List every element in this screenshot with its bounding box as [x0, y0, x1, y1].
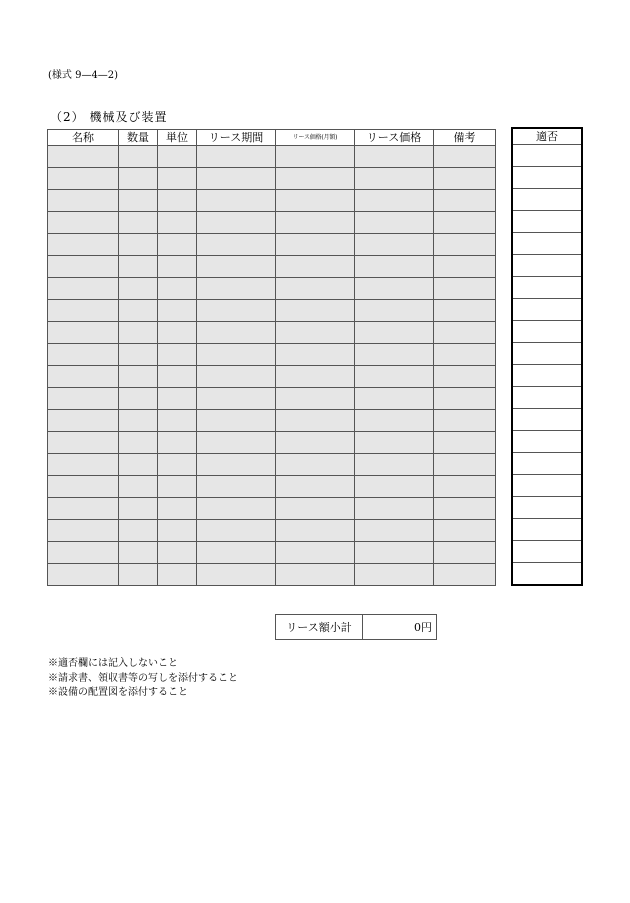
cell-quantity[interactable] — [119, 454, 158, 476]
cell-lease-price[interactable] — [355, 454, 434, 476]
cell-lease-price-monthly[interactable] — [276, 212, 355, 234]
cell-lease-price[interactable] — [355, 168, 434, 190]
note-item: ※請求書、領収書等の写しを添付すること — [48, 672, 238, 684]
cell-lease-price[interactable] — [355, 542, 434, 564]
cell-remarks[interactable] — [434, 190, 496, 212]
cell-lease-price[interactable] — [355, 234, 434, 256]
cell-quantity[interactable] — [119, 432, 158, 454]
cell-name[interactable] — [48, 234, 119, 256]
cell-lease-price[interactable] — [355, 564, 434, 586]
approval-row — [512, 453, 582, 475]
table-header-row — [48, 130, 496, 146]
cell-lease-price[interactable] — [355, 432, 434, 454]
cell-lease-period[interactable] — [197, 300, 276, 322]
cell-lease-price-monthly[interactable] — [276, 168, 355, 190]
header-lease-price: リース価格 — [355, 130, 434, 146]
note-item: ※設備の配置図を添付すること — [48, 687, 188, 698]
cell-approval[interactable] — [512, 365, 582, 387]
cell-lease-price-monthly[interactable] — [276, 344, 355, 366]
approval-row — [512, 541, 582, 563]
cell-lease-period[interactable] — [197, 454, 276, 476]
cell-remarks[interactable] — [434, 366, 496, 388]
cell-lease-period[interactable] — [197, 410, 276, 432]
cell-unit[interactable] — [158, 190, 197, 212]
cell-lease-price[interactable] — [355, 498, 434, 520]
approval-row — [512, 431, 582, 453]
cell-lease-price-monthly[interactable] — [276, 190, 355, 212]
cell-approval[interactable] — [512, 277, 582, 299]
cell-lease-price-monthly[interactable] — [276, 234, 355, 256]
approval-row — [512, 563, 582, 586]
cell-lease-period[interactable] — [197, 168, 276, 190]
cell-approval[interactable] — [512, 211, 582, 233]
cell-remarks[interactable] — [434, 476, 496, 498]
cell-lease-price[interactable] — [355, 212, 434, 234]
cell-quantity[interactable] — [119, 498, 158, 520]
table-row — [48, 322, 496, 344]
section-title: （2） 機械及び装置 — [50, 110, 168, 124]
cell-name[interactable] — [48, 542, 119, 564]
cell-unit[interactable] — [158, 278, 197, 300]
cell-unit[interactable] — [158, 476, 197, 498]
cell-remarks[interactable] — [434, 300, 496, 322]
table-row — [48, 212, 496, 234]
approval-row — [512, 519, 582, 541]
cell-remarks[interactable] — [434, 410, 496, 432]
header-remarks: 備考 — [434, 130, 496, 146]
approval-row — [512, 255, 582, 277]
cell-quantity[interactable] — [119, 168, 158, 190]
cell-quantity[interactable] — [119, 322, 158, 344]
cell-lease-period[interactable] — [197, 212, 276, 234]
cell-lease-price-monthly[interactable] — [276, 410, 355, 432]
cell-quantity[interactable] — [119, 234, 158, 256]
cell-lease-price[interactable] — [355, 278, 434, 300]
cell-unit[interactable] — [158, 168, 197, 190]
cell-lease-period[interactable] — [197, 146, 276, 168]
cell-quantity[interactable] — [119, 190, 158, 212]
cell-unit[interactable] — [158, 256, 197, 278]
cell-lease-price[interactable] — [355, 476, 434, 498]
cell-quantity[interactable] — [119, 256, 158, 278]
approval-row — [512, 387, 582, 409]
header-approval: 適否 — [512, 128, 582, 145]
cell-lease-period[interactable] — [197, 322, 276, 344]
cell-lease-price[interactable] — [355, 344, 434, 366]
cell-remarks[interactable] — [434, 344, 496, 366]
cell-lease-period[interactable] — [197, 344, 276, 366]
cell-name[interactable] — [48, 168, 119, 190]
table-row — [48, 476, 496, 498]
table-row — [48, 542, 496, 564]
cell-name[interactable] — [48, 344, 119, 366]
cell-quantity[interactable] — [119, 278, 158, 300]
cell-approval[interactable] — [512, 453, 582, 475]
cell-unit[interactable] — [158, 212, 197, 234]
cell-name[interactable] — [48, 476, 119, 498]
cell-name[interactable] — [48, 256, 119, 278]
approval-row — [512, 497, 582, 519]
cell-approval[interactable] — [512, 343, 582, 365]
notes — [48, 657, 238, 701]
cell-quantity[interactable] — [119, 520, 158, 542]
cell-remarks[interactable] — [434, 498, 496, 520]
cell-remarks[interactable] — [434, 256, 496, 278]
cell-remarks[interactable] — [434, 564, 496, 586]
cell-unit[interactable] — [158, 542, 197, 564]
cell-approval[interactable] — [512, 233, 582, 255]
cell-remarks[interactable] — [434, 542, 496, 564]
equipment-table — [47, 129, 496, 586]
cell-lease-price[interactable] — [355, 322, 434, 344]
cell-name[interactable] — [48, 212, 119, 234]
cell-lease-price-monthly[interactable] — [276, 454, 355, 476]
subtotal-label: リース額小計 — [276, 615, 363, 640]
table-row — [48, 410, 496, 432]
cell-quantity[interactable] — [119, 542, 158, 564]
approval-row — [512, 299, 582, 321]
cell-name[interactable] — [48, 300, 119, 322]
cell-name[interactable] — [48, 432, 119, 454]
cell-lease-price-monthly[interactable] — [276, 278, 355, 300]
approval-row — [512, 409, 582, 431]
approval-row — [512, 277, 582, 299]
cell-unit[interactable] — [158, 410, 197, 432]
cell-unit[interactable] — [158, 454, 197, 476]
cell-lease-period[interactable] — [197, 476, 276, 498]
table-row — [48, 520, 496, 542]
cell-lease-price[interactable] — [355, 520, 434, 542]
approval-table — [511, 127, 583, 586]
cell-lease-period[interactable] — [197, 256, 276, 278]
cell-lease-price-monthly[interactable] — [276, 542, 355, 564]
cell-remarks[interactable] — [434, 234, 496, 256]
table-row — [48, 388, 496, 410]
table-row — [48, 256, 496, 278]
cell-approval[interactable] — [512, 255, 582, 277]
cell-approval[interactable] — [512, 299, 582, 321]
cell-quantity[interactable] — [119, 388, 158, 410]
cell-lease-price-monthly[interactable] — [276, 256, 355, 278]
cell-lease-price[interactable] — [355, 256, 434, 278]
cell-lease-price[interactable] — [355, 410, 434, 432]
cell-lease-price[interactable] — [355, 146, 434, 168]
cell-lease-price-monthly[interactable] — [276, 366, 355, 388]
cell-lease-price-monthly[interactable] — [276, 300, 355, 322]
cell-name[interactable] — [48, 498, 119, 520]
cell-quantity[interactable] — [119, 366, 158, 388]
header-lease-period: リース期間 — [197, 130, 276, 146]
cell-approval[interactable] — [512, 145, 582, 167]
cell-approval[interactable] — [512, 189, 582, 211]
cell-remarks[interactable] — [434, 388, 496, 410]
table-row — [48, 564, 496, 586]
cell-unit[interactable] — [158, 498, 197, 520]
table-row — [48, 498, 496, 520]
cell-remarks[interactable] — [434, 278, 496, 300]
approval-row — [512, 189, 582, 211]
cell-approval[interactable] — [512, 563, 582, 586]
header-quantity: 数量 — [119, 130, 158, 146]
cell-approval[interactable] — [512, 541, 582, 563]
cell-name[interactable] — [48, 146, 119, 168]
cell-unit[interactable] — [158, 432, 197, 454]
approval-row — [512, 475, 582, 497]
cell-unit[interactable] — [158, 388, 197, 410]
cell-lease-price-monthly[interactable] — [276, 476, 355, 498]
note-item: ※適否欄には記入しないこと — [48, 658, 178, 669]
cell-name[interactable] — [48, 564, 119, 586]
cell-lease-period[interactable] — [197, 498, 276, 520]
cell-name[interactable] — [48, 520, 119, 542]
cell-unit[interactable] — [158, 146, 197, 168]
cell-remarks[interactable] — [434, 168, 496, 190]
cell-unit[interactable] — [158, 322, 197, 344]
table-row — [48, 344, 496, 366]
approval-row — [512, 145, 582, 167]
table-row — [48, 168, 496, 190]
cell-quantity[interactable] — [119, 564, 158, 586]
header-unit: 単位 — [158, 130, 197, 146]
cell-unit[interactable] — [158, 344, 197, 366]
cell-approval[interactable] — [512, 321, 582, 343]
cell-quantity[interactable] — [119, 344, 158, 366]
cell-remarks[interactable] — [434, 520, 496, 542]
cell-lease-price-monthly[interactable] — [276, 520, 355, 542]
header-name: 名称 — [48, 130, 119, 146]
cell-lease-price-monthly[interactable] — [276, 146, 355, 168]
cell-approval[interactable] — [512, 431, 582, 453]
subtotal-value: 0円 — [363, 615, 437, 640]
approval-row — [512, 343, 582, 365]
cell-lease-price-monthly[interactable] — [276, 388, 355, 410]
cell-lease-period[interactable] — [197, 542, 276, 564]
cell-lease-period[interactable] — [197, 388, 276, 410]
cell-remarks[interactable] — [434, 432, 496, 454]
table-row — [48, 234, 496, 256]
cell-remarks[interactable] — [434, 322, 496, 344]
cell-name[interactable] — [48, 454, 119, 476]
approval-row — [512, 167, 582, 189]
cell-unit[interactable] — [158, 520, 197, 542]
cell-quantity[interactable] — [119, 300, 158, 322]
cell-quantity[interactable] — [119, 212, 158, 234]
lease-subtotal — [275, 614, 437, 640]
cell-unit[interactable] — [158, 300, 197, 322]
cell-lease-price[interactable] — [355, 190, 434, 212]
cell-lease-period[interactable] — [197, 190, 276, 212]
cell-name[interactable] — [48, 322, 119, 344]
cell-unit[interactable] — [158, 234, 197, 256]
approval-row — [512, 211, 582, 233]
cell-remarks[interactable] — [434, 212, 496, 234]
table-row — [48, 432, 496, 454]
cell-lease-period[interactable] — [197, 278, 276, 300]
approval-row — [512, 365, 582, 387]
cell-lease-price-monthly[interactable] — [276, 432, 355, 454]
cell-approval[interactable] — [512, 497, 582, 519]
approval-row — [512, 321, 582, 343]
cell-quantity[interactable] — [119, 410, 158, 432]
cell-approval[interactable] — [512, 519, 582, 541]
cell-lease-price-monthly[interactable] — [276, 564, 355, 586]
cell-lease-price[interactable] — [355, 366, 434, 388]
table-row — [48, 278, 496, 300]
cell-name[interactable] — [48, 410, 119, 432]
table-row — [48, 300, 496, 322]
form-code: (様式 9—4—2) — [48, 70, 119, 81]
cell-lease-price-monthly[interactable] — [276, 498, 355, 520]
cell-name[interactable] — [48, 388, 119, 410]
cell-lease-period[interactable] — [197, 234, 276, 256]
table-row — [48, 190, 496, 212]
cell-lease-price-monthly[interactable] — [276, 322, 355, 344]
cell-lease-period[interactable] — [197, 366, 276, 388]
table-row — [48, 366, 496, 388]
header-lease-price-monthly: リース価格(月額) — [276, 130, 355, 146]
cell-lease-period[interactable] — [197, 520, 276, 542]
cell-approval[interactable] — [512, 387, 582, 409]
cell-lease-price[interactable] — [355, 388, 434, 410]
cell-lease-period[interactable] — [197, 564, 276, 586]
cell-unit[interactable] — [158, 366, 197, 388]
table-row — [48, 146, 496, 168]
cell-quantity[interactable] — [119, 476, 158, 498]
approval-row — [512, 233, 582, 255]
cell-approval[interactable] — [512, 167, 582, 189]
cell-lease-price[interactable] — [355, 300, 434, 322]
table-row — [48, 454, 496, 476]
cell-remarks[interactable] — [434, 146, 496, 168]
cell-approval[interactable] — [512, 475, 582, 497]
cell-remarks[interactable] — [434, 454, 496, 476]
cell-approval[interactable] — [512, 409, 582, 431]
cell-lease-period[interactable] — [197, 432, 276, 454]
cell-name[interactable] — [48, 190, 119, 212]
cell-quantity[interactable] — [119, 146, 158, 168]
cell-name[interactable] — [48, 278, 119, 300]
cell-unit[interactable] — [158, 564, 197, 586]
cell-name[interactable] — [48, 366, 119, 388]
